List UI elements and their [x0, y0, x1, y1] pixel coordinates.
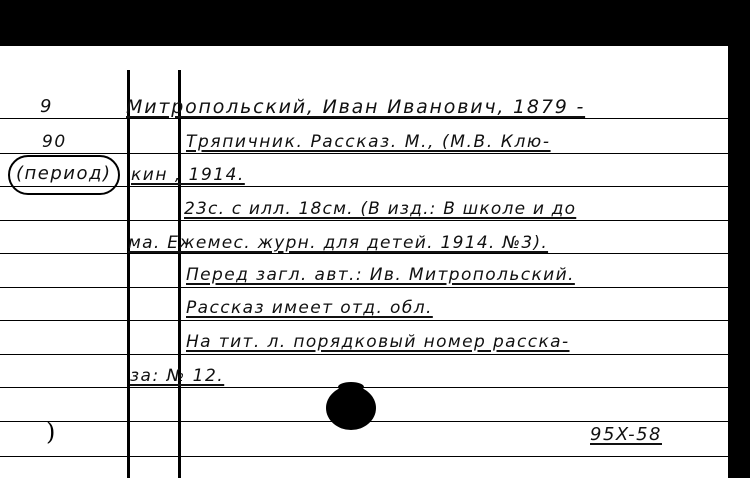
rule-line — [0, 320, 728, 321]
imprint-line: кин , 1914. — [131, 165, 245, 185]
rule-line — [0, 220, 728, 221]
margin-line-left — [127, 70, 130, 478]
note-line: Перед загл. авт.: Ив. Митропольский. — [186, 265, 575, 285]
title-line: Тряпичник. Рассказ. М., (М.В. Клю- — [186, 132, 551, 152]
rule-line — [0, 153, 728, 154]
card-edge — [728, 46, 750, 478]
rule-line — [0, 253, 728, 254]
rule-line — [0, 118, 728, 119]
note-line: за: № 12. — [130, 366, 225, 386]
author-heading: Митропольский, Иван Иванович, 1879 - — [126, 96, 586, 118]
rule-line — [0, 387, 728, 388]
ink-blot — [326, 386, 376, 430]
series-line: ма. Ежемес. журн. для детей. 1914. №3). — [128, 233, 549, 253]
call-number-top: 9 — [40, 96, 53, 117]
rule-line — [0, 354, 728, 355]
rule-line — [0, 287, 728, 288]
note-line: Рассказ имеет отд. обл. — [186, 298, 433, 318]
paren-mark: ) — [46, 418, 56, 446]
rule-line — [0, 456, 728, 457]
stamp-number: 95X-58 — [590, 424, 662, 445]
call-number-label: (период) — [16, 163, 112, 184]
call-number-bottom: 90 — [42, 132, 67, 152]
margin-line-right — [178, 70, 181, 478]
collation-line: 23с. с илл. 18см. (В изд.: В школе и до — [184, 199, 577, 219]
note-line: На тит. л. порядковый номер расска- — [186, 332, 570, 352]
